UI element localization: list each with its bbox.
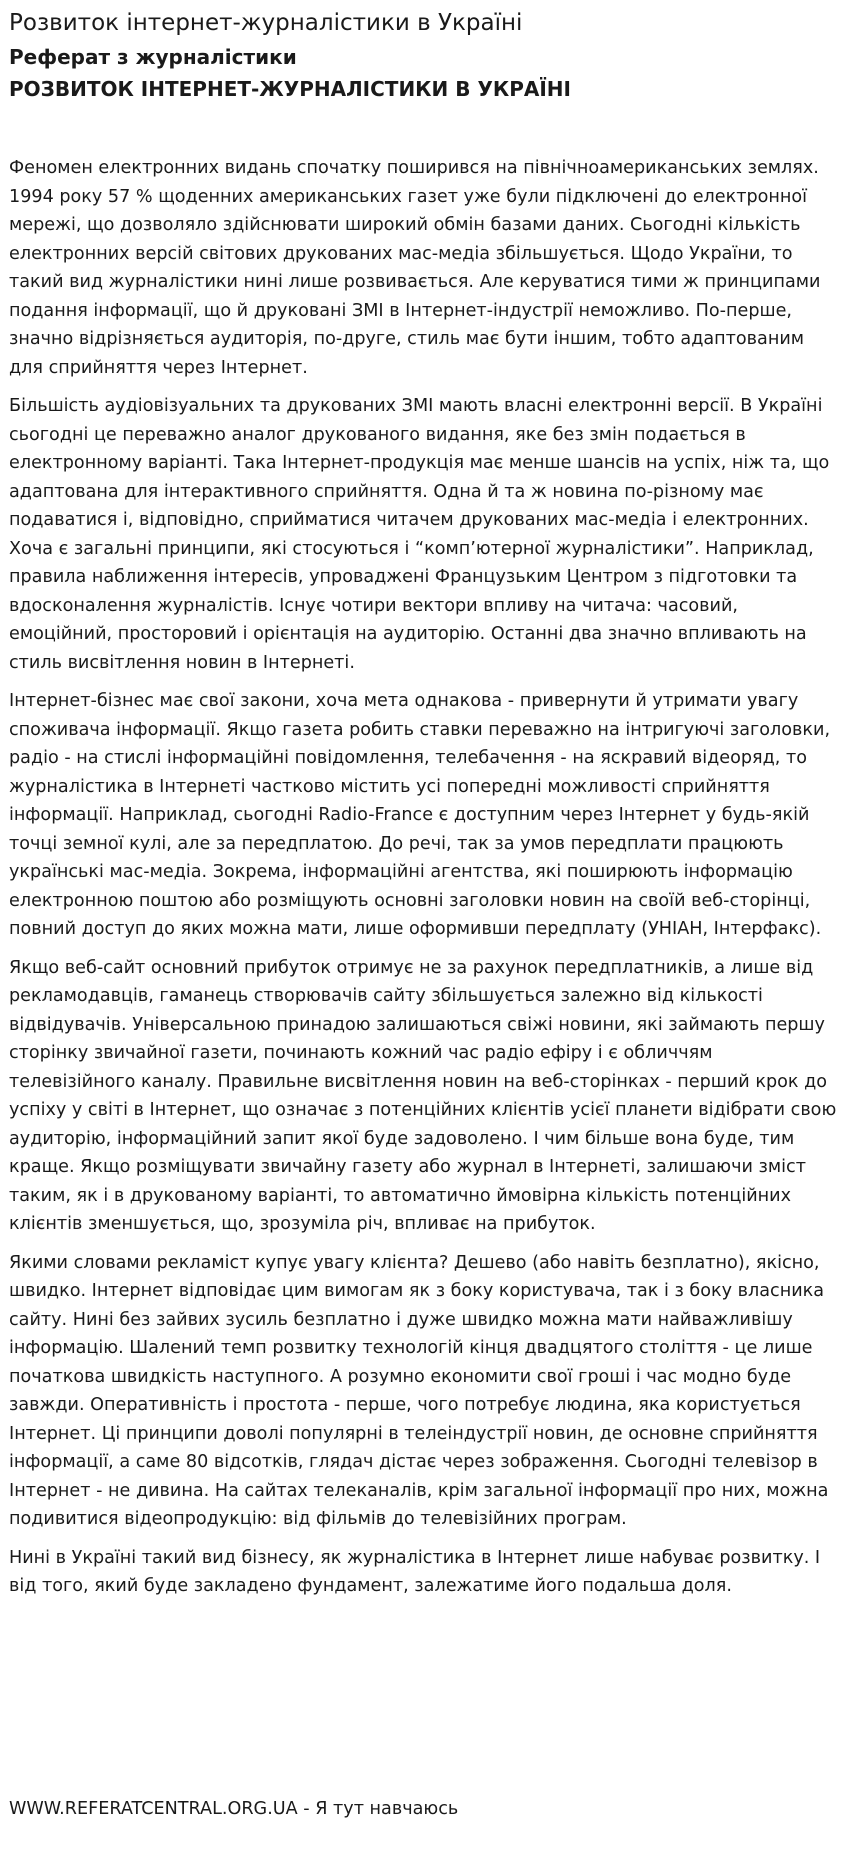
body-paragraph-2: Більшість аудіовізуальних та друкованих ЗМІ мають власні електронні версії. В Україні сьогодні це переважно аналог друкованого видання, яке без змін подається в електронному варіанті. Така Інтернет-продукція має менше шансів на успіх, ніж та, що адаптована для інтерактивного сприйняття. Одна й та ж новина по-різному має подаватися і, відповідно, сприйматися читачем друкованих мас-медіа і електронних. Хоча є загальні принципи, які стосуються і “комп’ютерної журналістики”. Наприклад, правила наближення інтересів, упроваджені Французьким Центром з підготовки та вдосконалення журналістів. Існує чотири вектори впливу на читача: часовий, емоційний, просторовий і орієнтація на аудиторію. Останні два значно впливають на стиль висвітлення новин в Інтернеті. — [9, 396, 830, 673]
body-paragraph-3: Інтернет-бізнес має свої закони, хоча мета однакова - привернути й утримати увагу споживача інформації. Якщо газета робить ставки переважно на інтригуючі заголовки, радіо - на стислі інформаційні повідомлення, телебачення - на яскравий відеоряд, то журналістика в Інтернеті частково містить усі попередні можливості сприйняття інформації. Наприклад, сьогодні Radio-France є доступним через Інтернет у будь-якій точці земної кулі, але за передплатою. До речі, так за умов передплати працюють українські мас-медіа. Зокрема, інформаційні агентства, які поширюють інформацію електронною поштою або розміщують основні заголовки новин на своїй веб-сторінці, повний доступ до яких можна мати, лише оформивши передплату (УНІАН, Інтерфакс). — [9, 691, 831, 939]
document-heading: РОЗВИТОК ІНТЕРНЕТ-ЖУРНАЛІСТИКИ В УКРАЇНІ — [9, 77, 571, 101]
body-paragraph-5: Якими словами рекламіст купує увагу клієнта? Дешево (або навіть безплатно), якісно, швидко. Інтернет відповідає цим вимогам як з боку користувача, так і з боку власника сайту. Нині без зайвих зусиль безплатно і дуже швидко можна мати найважливішу інформацію. Шалений темп розвитку технологій кінця двадцятого століття - це лише початкова швидкість наступного. А розумно економити свої гроші і час модно буде завжди. Оперативність і простота - перше, чого потребує людина, яка користується Інтернет. Ці принципи доволі популярні в телеіндустрії новин, де основне сприйняття інформації, а саме 80 відсотків, глядач дістає через зображення. Сьогодні телевізор в Інтернет - не дивина. На сайтах телеканалів, крім загальної інформації про них, можна подивитися відеопродукцію: від фільмів до телевізійних програм. — [9, 1252, 829, 1529]
document-body — [9, 154, 838, 1601]
site-footer: WWW.REFERATCENTRAL.ORG.UA - Я тут навчаюсь — [9, 1799, 459, 1819]
document-title: Розвиток інтернет-журналістики в Україні — [9, 10, 523, 36]
body-paragraph-1: Феномен електронних видань спочатку поширився на північноамериканських землях. 1994 року 57 % щоденних американських газет уже були підключені до електронної мережі, що дозволяло здійснювати широкий обмін базами даних. Сьогодні кількість електронних версій світових друкованих мас-медіа збільшується. Щодо України, то такий вид журналістики нині лише розвивається. Але керуватися тими ж принципами подання інформації, що й друковані ЗМІ в Інтернет-індустрії неможливо. По-перше, значно відрізняється аудиторія, по-друге, стиль має бути іншим, тобто адаптованим для сприйняття через Інтернет. — [9, 158, 821, 378]
document-subtitle: Реферат з журналістики — [9, 45, 297, 69]
body-paragraph-4: Якщо веб-сайт основний прибуток отримує не за рахунок передплатників, а лише від рекламодавців, гаманець створювачів сайту збільшується залежно від кількості відвідувачів. Універсальною принадою залишаються свіжі новини, які займають першу сторінку звичайної газети, починають кожний час радіо ефіру і є обличчям телевізійного каналу. Правильне висвітлення новин на веб-сторінках - перший крок до успіху у світі в Інтернет, що означає з потенційних клієнтів усієї планети відібрати свою аудиторію, інформаційний запит якої буде задоволено. І чим більше вона буде, тим краще. Якщо розміщувати звичайну газету або журнал в Інтернеті, залишаючи зміст таким, як і в друкованому варіанті, то автоматично ймовірна кількість потенційних клієнтів зменшується, що, зрозуміла річ, впливає на прибуток. — [9, 957, 837, 1234]
body-paragraph-6: Нині в Україні такий вид бізнесу, як журналістика в Інтернет лише набуває розвитку. І від того, який буде закладено фундамент, залежатиме його подальша доля. — [9, 1547, 821, 1596]
